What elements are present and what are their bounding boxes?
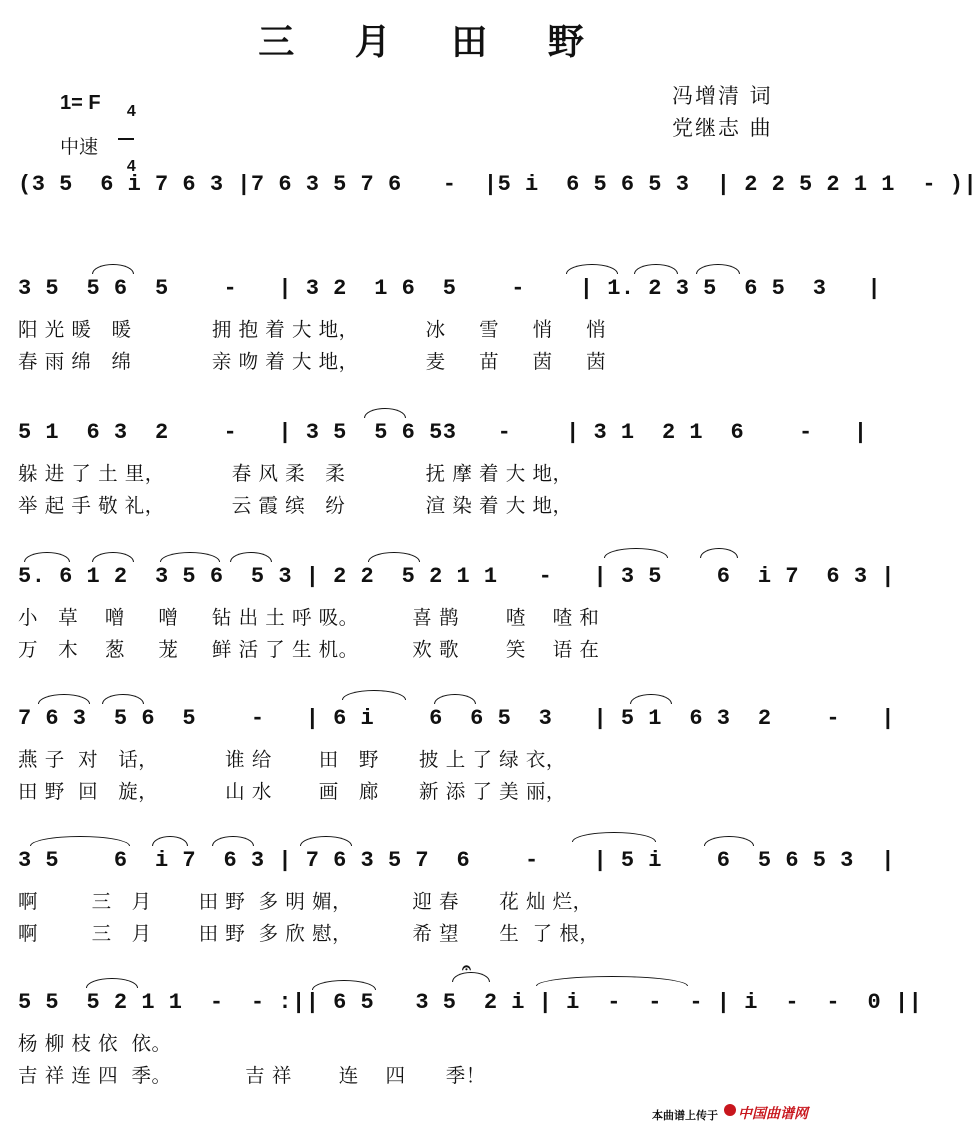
slur: [86, 978, 138, 988]
slur: [452, 972, 490, 982]
slur: [434, 694, 476, 704]
fermata-icon: 𝄐: [462, 958, 471, 977]
slur: [212, 836, 254, 846]
slur: [634, 264, 678, 274]
slur: [604, 548, 668, 558]
row4-notes: 7 6 3 5 6 5 - | 6 i 6 6 5 3 | 5 1 6 3 2 - |: [18, 706, 895, 731]
slur: [630, 694, 672, 704]
row3-notes: 5. 6 1 2 3 5 6 5 3 | 2 2 5 2 1 1 - | 3 5 6 i 7 6 3 |: [18, 564, 895, 589]
slur: [536, 976, 688, 986]
lyricist-credit: 冯增清 词: [672, 84, 773, 108]
composer-credit: 党继志 曲: [672, 116, 773, 140]
tempo-marking: 中速: [60, 136, 99, 158]
slur: [300, 836, 352, 846]
row1-lyric-verse1: 阳 光 暖 暖 拥 抱 着 大 地， 冰 雪 悄 悄: [18, 318, 607, 341]
slur: [92, 552, 134, 562]
slur: [92, 264, 134, 274]
row6-lyric-verse1: 杨 柳 枝 依 依。: [18, 1032, 172, 1055]
row6-lyric-verse2: 吉 祥 连 四 季。 吉 祥 连 四 季！: [18, 1064, 486, 1087]
slur: [342, 690, 406, 700]
row2-lyric-verse2: 举 起 手 敬 礼， 云 霞 缤 纷 渲 染 着 大 地，: [18, 494, 573, 517]
slur: [160, 552, 220, 562]
slur: [368, 552, 420, 562]
row3-lyric-verse2: 万 木 葱 茏 鲜 活 了 生 机。 欢 歌 笑 语 在: [18, 638, 600, 661]
time-signature-bottom: 4: [126, 158, 136, 175]
time-signature-top: 4: [126, 103, 136, 120]
slur: [24, 552, 70, 562]
upload-note: 本曲谱上传于: [652, 1109, 718, 1122]
row5-notes: 3 5 6 i 7 6 3 | 7 6 3 5 7 6 - | 5 i 6 5 6 5 3 |: [18, 848, 895, 873]
intro-notes: (3 5 6 i 7 6 3 |7 6 3 5 7 6 - |5 i 6 5 6 5 3 | 2 2 5 2 1 1 - )|: [18, 172, 977, 197]
row5-lyric-verse2: 啊 三 月 田 野 多 欣 慰， 希 望 生 了 根，: [18, 922, 600, 945]
slur: [30, 836, 130, 846]
row6-notes: 5 5 5 2 1 1 - - :|| 6 5 3 5 2 i | i - - - | i - - 0 ||: [18, 990, 923, 1015]
site-logo: 中国曲谱网: [738, 1106, 808, 1122]
slur: [230, 552, 272, 562]
slur: [572, 832, 656, 842]
slur: [38, 694, 90, 704]
slur: [364, 408, 406, 418]
key-signature: 1= F: [60, 92, 101, 114]
slur: [566, 264, 618, 274]
slur: [102, 694, 144, 704]
row5-lyric-verse1: 啊 三 月 田 野 多 明 媚， 迎 春 花 灿 烂，: [18, 890, 593, 913]
slur: [700, 548, 738, 558]
time-signature: [118, 86, 134, 175]
site-logo-icon: [724, 1104, 736, 1116]
row3-lyric-verse1: 小 草 噌 噌 钻 出 土 呼 吸。 喜 鹊 喳 喳 和: [18, 606, 600, 629]
slur: [696, 264, 740, 274]
slur: [704, 836, 754, 846]
row1-notes: 3 5 5 6 5 - | 3 2 1 6 5 - | 1. 2 3 5 6 5 3 |: [18, 276, 882, 301]
row2-notes: 5 1 6 3 2 - | 3 5 5 6 53 - | 3 1 2 1 6 - |: [18, 420, 868, 445]
song-title: 三 月 田 野: [258, 22, 608, 63]
row2-lyric-verse1: 躲 进 了 土 里， 春 风 柔 柔 抚 摩 着 大 地，: [18, 462, 573, 485]
row4-lyric-verse1: 燕 子 对 话， 谁 给 田 野 披 上 了 绿 衣，: [18, 748, 566, 771]
slur: [152, 836, 188, 846]
row1-lyric-verse2: 春 雨 绵 绵 亲 吻 着 大 地， 麦 苗 茵 茵: [18, 350, 607, 373]
time-signature-divider: [118, 138, 134, 140]
row4-lyric-verse2: 田 野 回 旋， 山 水 画 廊 新 添 了 美 丽，: [18, 780, 566, 803]
slur: [312, 980, 376, 990]
